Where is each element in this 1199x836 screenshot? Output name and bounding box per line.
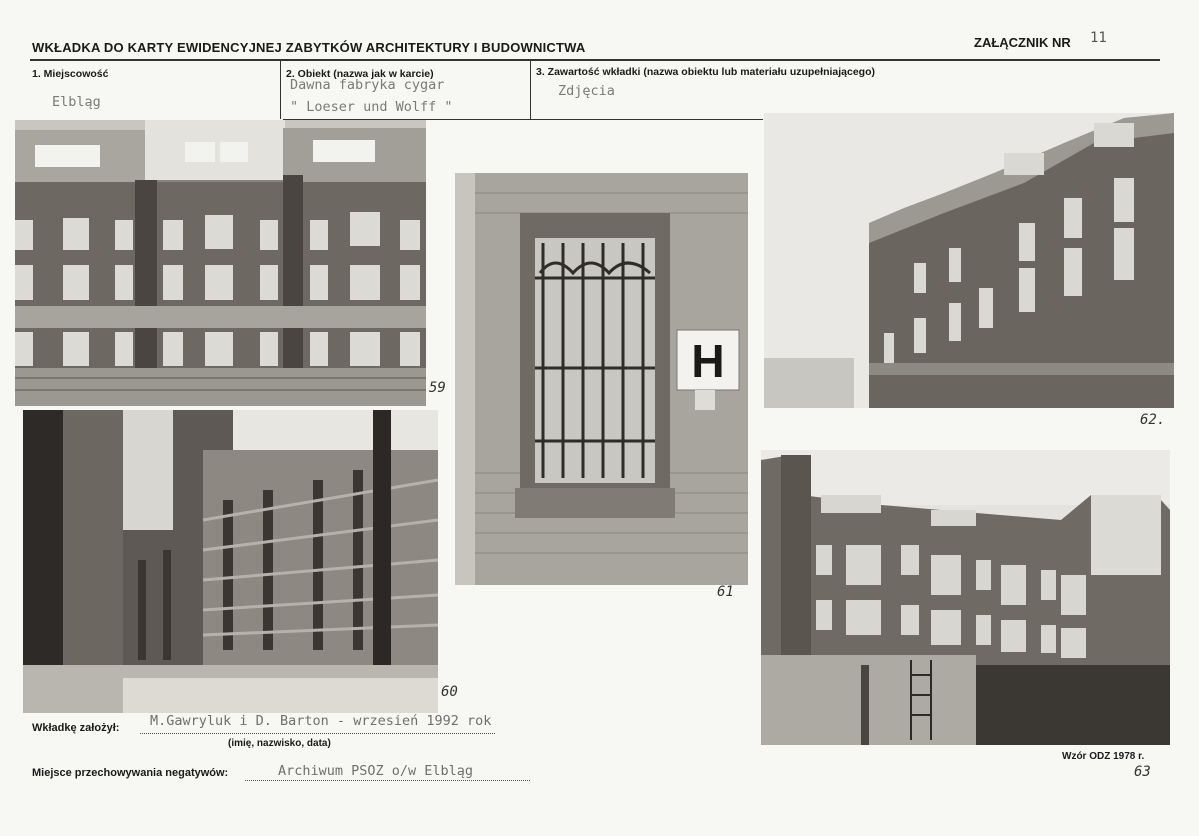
header-rule (30, 59, 1160, 61)
negatives-label: Miejsce przechowywania negatywów: (32, 767, 229, 779)
photo-62 (764, 113, 1174, 408)
photo-63-image (761, 450, 1170, 745)
created-value: M.Gawryluk i D. Barton - wrzesień 1992 rok (150, 713, 492, 729)
place-value: Elbląg (52, 94, 101, 110)
annex-number: 11 (1090, 30, 1107, 46)
created-caption: (imię, nazwisko, data) (228, 738, 331, 749)
h-sign-letter: H (691, 335, 725, 387)
negatives-value: Archiwum PSOZ o/w Elbląg (278, 763, 474, 779)
object-label: 2. Obiekt (nazwa jak w karcie) (286, 68, 434, 80)
photo-59-image (15, 120, 426, 406)
place-label: 1. Miejscowość (32, 68, 109, 80)
content-value: Zdjęcia (558, 83, 615, 99)
negatives-dotline (245, 780, 530, 781)
photo-59 (15, 120, 426, 406)
content-label: 3. Zawartość wkładki (nazwa obiektu lub materiału uzupełniającego) (536, 66, 875, 78)
photo-60 (23, 410, 438, 713)
photo-61 (455, 173, 748, 585)
photo-60-number: 60 (441, 684, 458, 700)
photo-59-number: 59 (429, 380, 446, 396)
photo-62-number: 62. (1140, 412, 1166, 428)
form-label: Wzór ODZ 1978 r. (1062, 751, 1145, 762)
card-title: WKŁADKA DO KARTY EWIDENCYJNEJ ZABYTKÓW ARCHITEKTURY I BUDOWNICTWA (32, 40, 586, 55)
object-value-line2: " Loeser und Wolff " (290, 99, 453, 115)
field-divider-1 (280, 61, 281, 119)
created-dotline (140, 733, 495, 734)
object-value-line1: Dawna fabryka cygar (290, 77, 445, 93)
photo-62-image (764, 113, 1174, 408)
photo-61-image (455, 173, 748, 585)
field-divider-2 (530, 61, 531, 119)
photo-61-number: 61 (717, 584, 734, 600)
photo-63-number: 63 (1134, 764, 1151, 780)
created-label: Wkładkę założył: (32, 722, 120, 734)
photo-63 (761, 450, 1170, 745)
photo-60-image (23, 410, 438, 713)
annex-label: ZAŁĄCZNIK NR (974, 35, 1071, 50)
